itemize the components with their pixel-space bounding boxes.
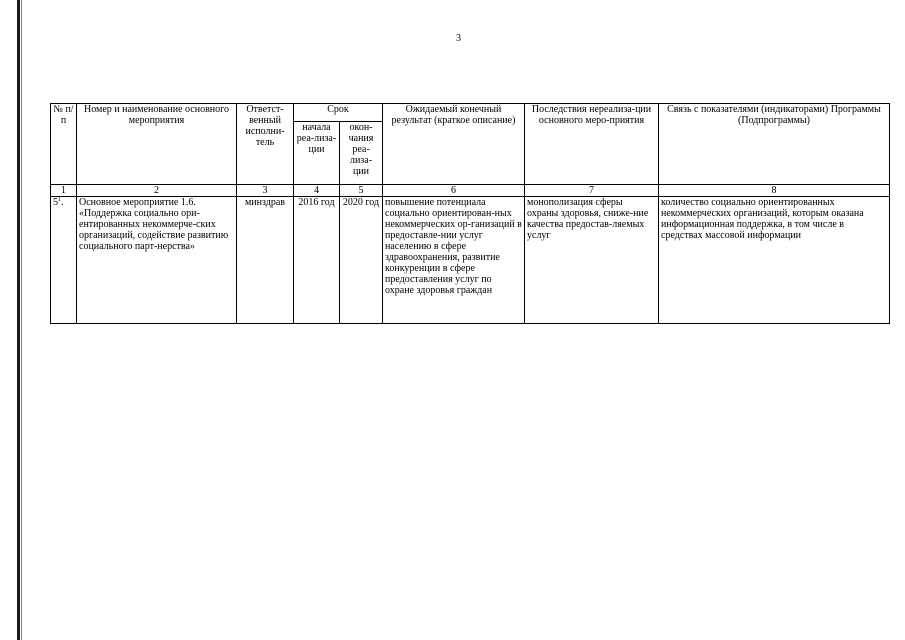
row-link: количество социально ориентированных некоммерческих организаций, которым оказана информационная поддержка, в том числе в средствах массовой информации — [659, 197, 890, 324]
header-term-end: окон-чания реа-лиза-ции — [340, 122, 383, 185]
row-num-cell — [51, 197, 77, 324]
column-number: 3 — [237, 185, 294, 197]
table-row — [51, 197, 890, 324]
row-responsible: минздрав — [237, 197, 294, 324]
row-start: 2016 год — [294, 197, 340, 324]
row-expected: повышение потенциала социально ориентирован-ных некоммерческих ор-ганизаций в предоставле-нии услуг населению в сфере здравоохранения, развитие конкуренции в сфере предоставления услуг по охране здоровья граждан — [383, 197, 525, 324]
column-number-row — [51, 185, 890, 197]
column-number: 4 — [294, 185, 340, 197]
scan-edge-shadow — [21, 0, 22, 640]
column-number: 5 — [340, 185, 383, 197]
header-row — [51, 104, 890, 122]
column-number: 7 — [525, 185, 659, 197]
column-number: 1 — [51, 185, 77, 197]
row-consequences: монополизация сферы охраны здоровья, сниже-ние качества предостав-ляемых услуг — [525, 197, 659, 324]
header-consequences: Последствия нереализа-ции основного меро-приятия — [525, 104, 659, 185]
header-num: № п/п — [51, 104, 77, 185]
scan-edge — [17, 0, 20, 640]
header-link: Связь с показателями (индикаторами) Программы (Подпрограммы) — [659, 104, 890, 185]
header-expected: Ожидаемый конечный результат (краткое описание) — [383, 104, 525, 185]
header-responsible: Ответст-венный исполни-тель — [237, 104, 294, 185]
row-num-superscript: 1 — [58, 197, 61, 203]
column-number: 6 — [383, 185, 525, 197]
header-term-start: начала реа-лиза-ции — [294, 122, 340, 185]
events-table — [50, 103, 890, 324]
column-number: 2 — [77, 185, 237, 197]
header-term: Срок — [294, 104, 383, 122]
header-event: Номер и наименование основного мероприятия — [77, 104, 237, 185]
row-num-suffix: . — [61, 197, 64, 208]
row-event: Основное мероприятие 1.6. «Поддержка социально ори-ентированных некоммерче-ских организаций, содействие развитию социального парт-нерства» — [77, 197, 237, 324]
column-number: 8 — [659, 185, 890, 197]
row-num: 5 — [53, 197, 58, 208]
row-end: 2020 год — [340, 197, 383, 324]
page-number: 3 — [456, 33, 461, 44]
